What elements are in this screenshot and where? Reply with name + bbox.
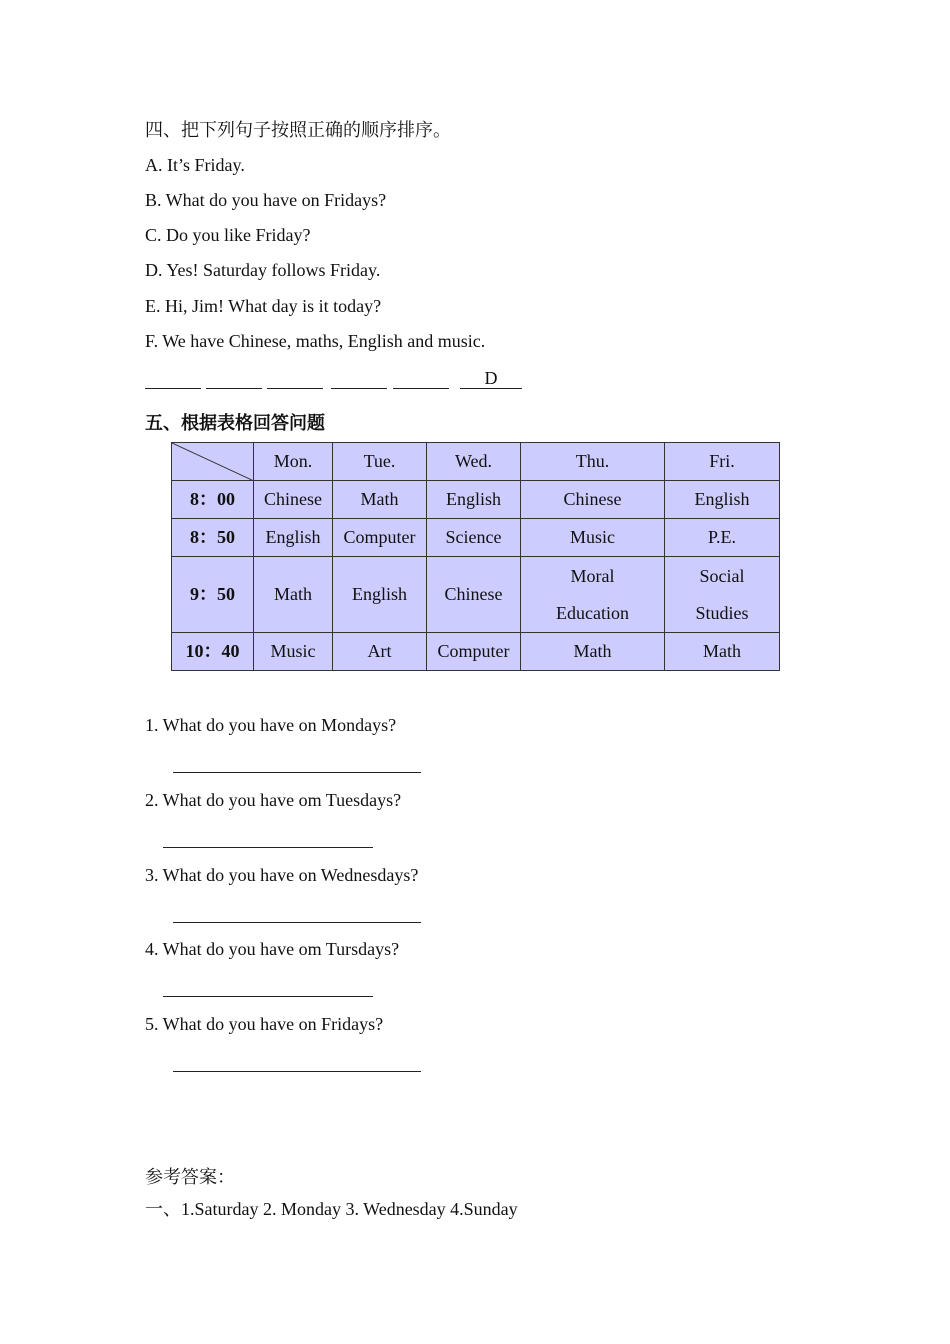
cell-line: Studies — [695, 602, 749, 623]
table-cell: Math — [254, 557, 333, 633]
table-cell: Chinese — [427, 557, 521, 633]
time-cell: 8：50 — [172, 519, 254, 557]
table-cell: Music — [254, 633, 333, 671]
order-blank-4[interactable] — [331, 366, 387, 389]
day-header-tue: Tue. — [333, 443, 427, 481]
sentence-a: A. It’s Friday. — [145, 155, 245, 175]
cell-line: Social — [699, 565, 745, 586]
table-cell: Music — [521, 519, 665, 557]
day-header-wed: Wed. — [427, 443, 521, 481]
day-header-mon: Mon. — [254, 443, 333, 481]
sentence-b: B. What do you have on Fridays? — [145, 190, 387, 210]
question-5: 5. What do you have on Fridays? — [145, 1014, 384, 1034]
answer-line-3[interactable] — [173, 922, 421, 923]
table-cell: Math — [521, 633, 665, 671]
order-blank-1[interactable] — [145, 366, 201, 389]
time-cell: 10：40 — [172, 633, 254, 671]
table-cell: English — [427, 481, 521, 519]
sentence-d: D. Yes! Saturday follows Friday. — [145, 260, 381, 280]
order-blank-5[interactable] — [393, 366, 449, 389]
question-2: 2. What do you have om Tuesdays? — [145, 790, 402, 810]
table-cell: Computer — [427, 633, 521, 671]
time-cell: 8：00 — [172, 481, 254, 519]
sentence-e: E. Hi, Jim! What day is it today? — [145, 296, 382, 316]
table-cell: Math — [665, 633, 780, 671]
table-cell: English — [254, 519, 333, 557]
order-blank-2[interactable] — [206, 366, 262, 389]
answers-title: 参考答案： — [145, 1167, 235, 1187]
schedule-table — [171, 442, 780, 671]
answer-line-5[interactable] — [173, 1071, 421, 1072]
answer-line-4[interactable] — [163, 996, 373, 997]
table-cell: P.E. — [665, 519, 780, 557]
table-cell: Chinese — [254, 481, 333, 519]
question-4: 4. What do you have om Tursdays? — [145, 939, 400, 959]
table-cell: Computer — [333, 519, 427, 557]
cell-line: Education — [556, 602, 629, 623]
section4-title: 四、把下列句子按照正确的顺序排序。 — [145, 120, 451, 140]
table-cell: English — [333, 557, 427, 633]
table-cell: Chinese — [521, 481, 665, 519]
diagonal-line — [172, 443, 254, 481]
order-blank-3[interactable] — [267, 366, 323, 389]
day-header-thu: Thu. — [521, 443, 665, 481]
answers-line-1: 一、1.Saturday 2. Monday 3. Wednesday 4.Sunday — [145, 1199, 518, 1219]
day-header-fri: Fri. — [665, 443, 780, 481]
table-cell: Art — [333, 633, 427, 671]
answer-line-1[interactable] — [173, 772, 421, 773]
order-answer-row — [145, 366, 525, 390]
answer-line-2[interactable] — [163, 847, 373, 848]
table-cell: Science — [427, 519, 521, 557]
corner-cell — [172, 443, 254, 481]
table-cell-moral-education — [521, 557, 665, 633]
cell-line: Moral — [570, 565, 615, 586]
question-1: 1. What do you have on Mondays? — [145, 715, 397, 735]
sentence-f: F. We have Chinese, maths, English and music. — [145, 331, 486, 351]
time-cell: 9：50 — [172, 557, 254, 633]
order-blank-6: D — [460, 366, 522, 389]
table-cell: Math — [333, 481, 427, 519]
sentence-c: C. Do you like Friday? — [145, 225, 311, 245]
table-cell: English — [665, 481, 780, 519]
table-cell-social-studies — [665, 557, 780, 633]
section5-title: 五、根据表格回答问题 — [145, 413, 325, 433]
question-3: 3. What do you have on Wednesdays? — [145, 865, 419, 885]
